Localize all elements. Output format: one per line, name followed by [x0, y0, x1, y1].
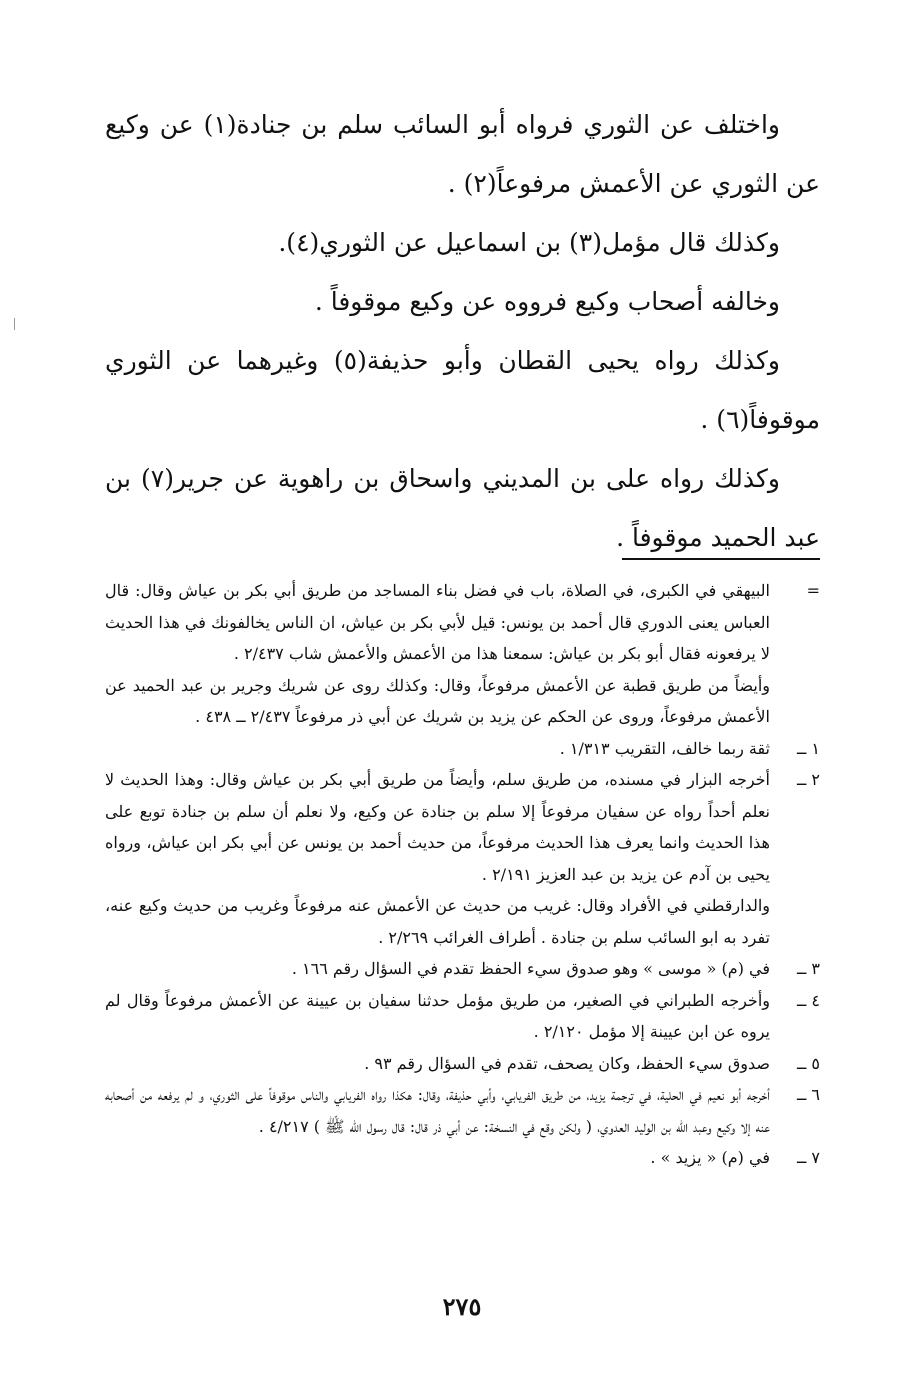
footnote-divider — [622, 558, 820, 560]
footnote-continued-2 — [105, 670, 820, 733]
main-text — [105, 95, 820, 567]
footnote-marker: ٧ ــ — [796, 1148, 820, 1167]
footnote-5 — [105, 1048, 820, 1080]
main-paragraph-5: وكذلك رواه على بن المديني واسحاق بن راهوية عن جرير(٧) بن عبد الحميد موقوفاً . — [105, 464, 820, 552]
main-paragraph-4: وكذلك رواه يحيى القطان وأبو حذيفة(٥) وغيرهما عن الثوري موقوفاً(٦) . — [105, 346, 820, 434]
footnote-marker: ٥ ــ — [796, 1053, 820, 1073]
footnote-text: أخرجه البزار في مسنده، من طريق سلم، وأيضاً من طريق أبي بكر بن عياش وقال: وهذا الحديث لا نعلم أحداً رواه عن سفيان مرفوعاً إلا سلم بن جنادة عن وكيع، ولا نعلم أن سلم بن جنادة توبع على هذا الحديث وانما يعرف هذا الحديث مرفوعاً، من حديث أحمد بن يونس عن أبي بكر ابن عياش، ورواه يحيى بن آدم عن يزيد بن عبد العزيز ٢/١٩١ . — [105, 770, 770, 884]
footnote-2-continued — [105, 890, 820, 953]
footnote-text: البيهقي في الكبرى، في الصلاة، باب في فضل بناء المساجد من طريق أبي بكر بن عياش وقال: قال العباس يعنى الدوري قال أحمد بن يونس: قيل لأبي بكر بن عياش، ان الناس يخالفونك في هذا الحديث لا يرفعونه فقال أبو بكر بن عياش: سمعنا هذا من الأعمش والأعمش شاب ٢/٤٣٧ . — [105, 581, 770, 663]
footnote-marker: ٣ ــ — [796, 959, 820, 978]
footnote-text: في (م) « موسى » وهو صدوق سيء الحفظ تقدم في السؤال رقم ١٦٦ . — [291, 959, 770, 978]
footnote-marker: ٢ ــ — [796, 770, 820, 789]
footnote-text: أخرجه أبو نعيم في الحلية، في ترجمة يزيد، من طريق الفريابي، وأبي حذيفة، وقال: هكذا رواه الفريابي والناس موقوفاً على الثوري، و لم يرفعه من أصحابه عنه إلا وكيع وعبد الله بن الوليد العدوي، ( ولكن وقع في النسخة: عن أبي ذر قال: قال رسول الله ﷺ ) ٤/٢١٧ . — [105, 1085, 771, 1136]
footnote-6 — [105, 1079, 820, 1142]
footnote-7 — [105, 1142, 820, 1174]
footnote-3 — [105, 953, 820, 985]
footnote-marker: ٤ ــ — [796, 990, 820, 1010]
footnote-1 — [105, 733, 820, 765]
margin-mark — [14, 318, 15, 330]
footnote-4 — [105, 985, 820, 1048]
page-number: ٢٧٥ — [442, 1292, 482, 1321]
footnote-text: صدوق سيء الحفظ، وكان يصحف، تقدم في السؤال رقم ٩٣ . — [364, 1053, 770, 1073]
main-paragraph-3: وخالفه أصحاب وكيع فرووه عن وكيع موقوفاً . — [314, 287, 780, 316]
footnote-marker: ٦ ــ — [796, 1085, 820, 1104]
footnotes — [105, 575, 820, 1174]
main-paragraph-2: وكذلك قال مؤمل(٣) بن اسماعيل عن الثوري(٤). — [278, 228, 780, 257]
footnote-text: في (م) « يزيد » . — [650, 1148, 770, 1167]
footnote-text: ثقة ربما خالف، التقريب ١/٣١٣ . — [559, 738, 770, 758]
footnote-text: والدارقطني في الأفراد وقال: غريب من حديث عن الأعمش عنه مرفوعاً وغريب من حديث وكيع عنه، تفرد به ابو السائب سلم بن جنادة . أطراف الغرائب ٢/٢٦٩ . — [105, 896, 770, 947]
footnote-marker: ١ ــ — [796, 738, 820, 758]
footnote-text: وأيضاً من طريق قطبة عن الأعمش مرفوعاً، وقال: وكذلك روى عن شريك وجرير بن عبد الحميد عن الأعمش مرفوعاً، وروى عن الحكم عن يزيد بن شريك عن أبي ذر مرفوعاً ٢/٤٣٧ ــ ٤٣٨ . — [105, 675, 770, 726]
main-paragraph-1: واختلف عن الثوري فرواه أبو السائب سلم بن جنادة(١) عن وكيع عن الثوري عن الأعمش مرفوعاً(٢) . — [105, 110, 820, 198]
footnote-text: وأخرجه الطبراني في الصغير، من طريق مؤمل حدثنا سفيان بن عيينة عن الأعمش مرفوعاً وقال لم يروه عن ابن عيينة إلا مؤمل ٢/١٢٠ . — [105, 990, 770, 1041]
footnote-2 — [105, 764, 820, 890]
footnote-continued — [105, 575, 820, 670]
footnote-marker: = — [806, 581, 820, 600]
